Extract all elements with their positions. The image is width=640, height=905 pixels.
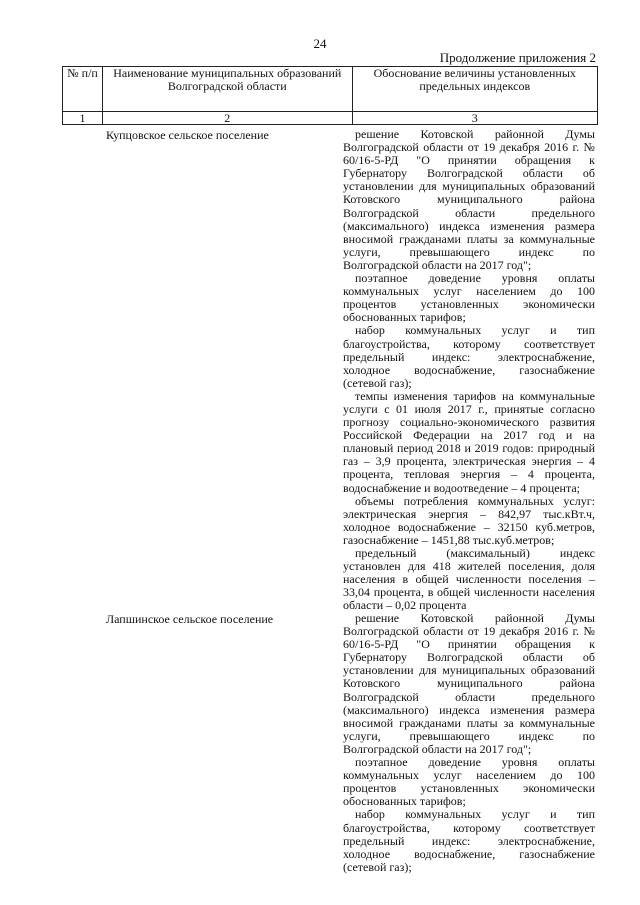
column-number-1: 1	[63, 112, 103, 125]
justification-paragraph: объемы потребления коммунальных услуг: электрическая энергия – 842,97 тыс.кВт.ч, холодное водоснабжение – 32150 куб.метров, газоснабжение – 1451,88 тыс.куб.метров;	[343, 493, 595, 547]
column-header-number: № п/п	[63, 67, 103, 112]
appendix-continuation-note: Продолжение приложения 2	[439, 50, 596, 65]
justification-paragraph: поэтапное доведение уровня оплаты коммунальных услуг населением до 100 процентов установленных экономически обоснованных тарифов;	[343, 271, 595, 325]
column-number-3: 3	[352, 112, 597, 125]
justification-text	[343, 128, 595, 612]
page-number: 24	[313, 36, 327, 51]
justification-paragraph: темпы изменения тарифов на коммунальные услуги с 01 июля 2017 г., принятые согласно прогнозу социально-экономического развития Российской Федерации на 2017 год и на плановый период 2018 и 2019 годов: природный газ – 3,9 процента, электрическая энергия – 4 процента, тепловая энергия – 4 процента, водоснабжение и водоотведение – 4 процента;	[343, 388, 595, 495]
column-number-2: 2	[103, 112, 352, 125]
justification-paragraph: набор коммунальных услуг и тип благоустройства, которому соответствует предельный индекс: электроснабжение, холодное водоснабжение, газоснабжение (сетевой газ);	[343, 807, 595, 874]
justification-paragraph: предельный (максимальный) индекс установлен для 418 жителей поселения, доля населения в общей численности поселения – 33,04 процента, в общей численности населения области – 0,02 процента	[343, 546, 595, 613]
justification-paragraph: поэтапное доведение уровня оплаты коммунальных услуг населением до 100 процентов установленных экономически обоснованных тарифов;	[343, 755, 595, 809]
table-header	[62, 66, 598, 125]
justification-text	[343, 612, 595, 874]
settlement-name: Купцовское сельское поселение	[106, 128, 269, 142]
justification-paragraph: набор коммунальных услуг и тип благоустройства, которому соответствует предельный индекс: электроснабжение, холодное водоснабжение, газоснабжение (сетевой газ);	[343, 323, 595, 390]
settlement-name: Лапшинское сельское поселение	[106, 612, 274, 626]
column-header-justification: Обоснование величины установленных предельных индексов	[352, 67, 597, 112]
justification-paragraph: решение Котовской районной Думы Волгоградской области от 19 декабря 2016 г. № 60/16-5-РД "О принятии обращения к Губернатору Волгоградской области об установлении для муниципальных образований Котовского муниципального района Волгоградской области предельного (максимального) индекса изменения размера вносимой гражданами платы за коммунальные услуги, превышающего индекс по Волгоградской области на 2017 год";	[343, 127, 595, 272]
column-header-municipality: Наименование муниципальных образований Волгоградской области	[103, 67, 352, 112]
justification-paragraph: решение Котовской районной Думы Волгоградской области от 19 декабря 2016 г. № 60/16-5-РД "О принятии обращения к Губернатору Волгоградской области об установлении для муниципальных образований Котовского муниципального района Волгоградской области предельного (максимального) индекса изменения размера вносимой гражданами платы за коммунальные услуги, превышающего индекс по Волгоградской области на 2017 год";	[343, 611, 595, 756]
